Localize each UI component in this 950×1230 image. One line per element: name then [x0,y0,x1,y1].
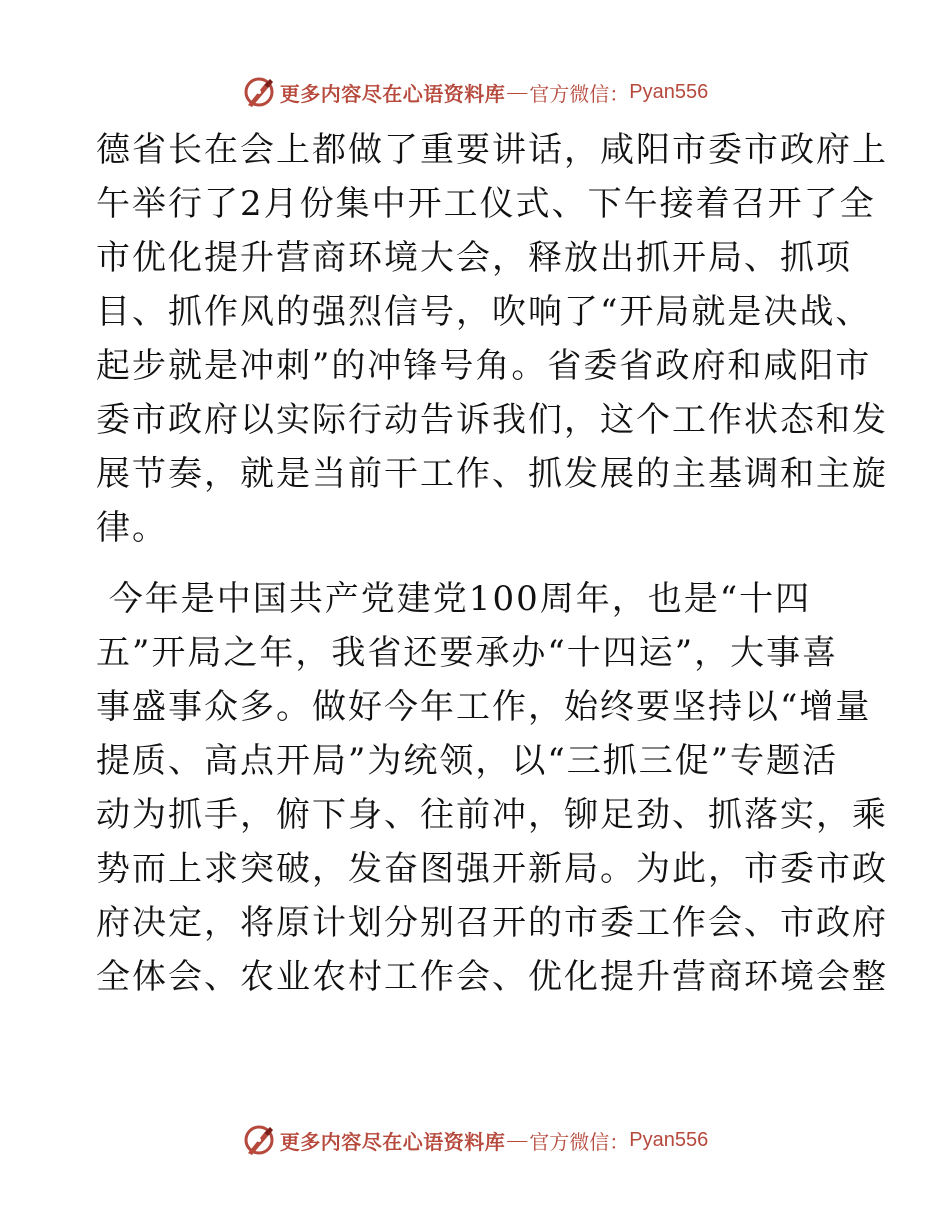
text-line: 起步就是冲刺”的冲锋号角。省委省政府和咸阳市 [96,346,872,386]
text-line: 动为抓手，俯下身、往前冲，铆足劲、抓落实，乘 [96,795,888,835]
pen-logo-icon [242,75,276,109]
banner-wechat-id: Pyan556 [629,80,709,103]
paragraph [96,123,888,555]
banner-wechat-label: 官方微信： [529,1129,630,1154]
banner-dash: — [507,1128,528,1151]
footer-watermark-banner [0,1120,950,1160]
paragraph [96,572,888,1004]
document-body [96,123,888,1004]
banner-wechat-label: 官方微信： [529,81,630,106]
pen-logo-icon [242,1123,276,1157]
text-line: 目、抓作风的强烈信号，吹响了“开局就是决战、 [96,292,872,332]
text-line: 势而上求突破，发奋图强开新局。为此，市委市政 [96,849,888,889]
text-line: 委市政府以实际行动告诉我们，这个工作状态和发 [96,400,888,440]
text-line: 律。 [96,508,168,548]
header-watermark-banner [0,72,950,112]
banner-title: 更多内容尽在心语资料库 [279,81,506,106]
banner-wechat-id: Pyan556 [629,1128,709,1151]
text-line: 提质、高点开局”为统领，以“三抓三促”专题活 [96,741,839,781]
banner-title: 更多内容尽在心语资料库 [279,1129,506,1154]
banner-dash: — [507,80,528,103]
text-line: 午举行了2月份集中开工仪式、下午接着召开了全 [96,184,876,224]
text-line: 事盛事众多。做好今年工作，始终要坚持以“增量 [96,687,872,727]
text-line: 德省长在会上都做了重要讲话，咸阳市委市政府上 [96,130,888,170]
text-line: 展节奏，就是当前干工作、抓发展的主基调和主旋 [96,454,888,494]
text-line: 全体会、农业农村工作会、优化提升营商环境会整 [96,957,888,997]
paragraph-spacer [96,555,856,572]
text-line: 市优化提升营商环境大会，释放出抓开局、抓项 [96,238,852,278]
text-line: 府决定，将原计划分别召开的市委工作会、市政府 [96,903,888,943]
text-line: 今年是中国共产党建党100周年，也是“十四 [96,579,812,619]
text-line: 五”开局之年，我省还要承办“十四运”，大事喜 [96,633,839,673]
